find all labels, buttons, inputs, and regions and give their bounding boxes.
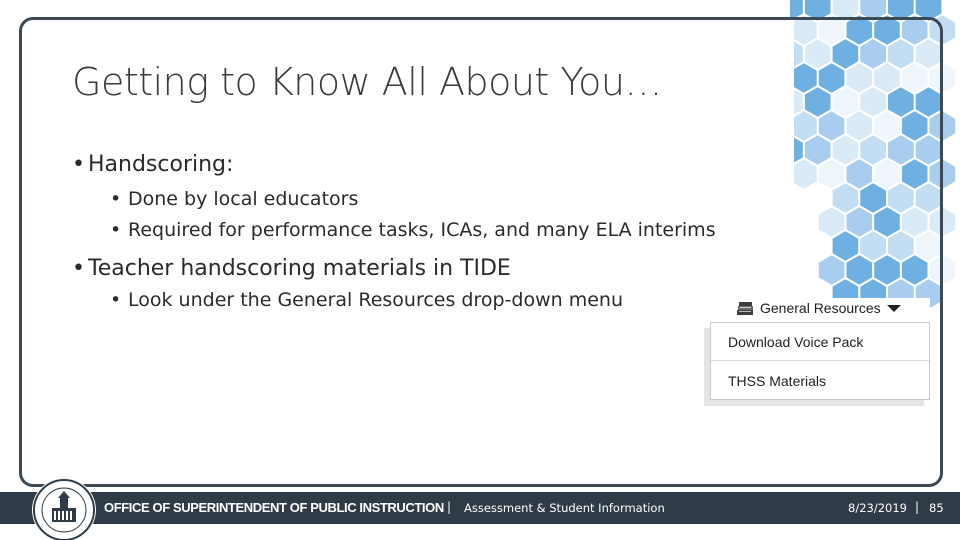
page-number: 85 (929, 501, 944, 515)
sub-bullet-general-resources: • Look under the General Resources drop-down menu (110, 289, 624, 311)
menu-item-thss-materials[interactable]: THSS Materials (728, 373, 827, 389)
bullet-teacher-materials: • Teacher handscoring materials in TIDE (72, 256, 511, 281)
books-icon (736, 300, 756, 316)
bullet-handscoring: • Handscoring: (72, 152, 234, 177)
menu-item-download-voice-pack[interactable]: Download Voice Pack (711, 323, 929, 361)
dropdown-panel (710, 322, 930, 400)
slide-title: Getting to Know All About You… (72, 60, 662, 104)
caret-down-icon (887, 305, 901, 312)
general-resources-dropdown[interactable] (736, 298, 930, 318)
footer-office-name: OFFICE OF SUPERINTENDENT OF PUBLIC INSTRUCTION (104, 500, 444, 515)
general-resources-label: General Resources (760, 300, 881, 316)
footer-separator: | (447, 500, 452, 514)
footer-date: 8/23/2019 (848, 501, 907, 515)
ospi-seal-icon (32, 478, 96, 540)
sub-bullet-required-for: • Required for performance tasks, ICAs, and many ELA interims (110, 219, 716, 241)
footer-separator-2: | (915, 500, 920, 514)
footer-department: Assessment & Student Information (464, 501, 665, 515)
general-resources-menu-screenshot (702, 292, 930, 404)
sub-bullet-local-educators: • Done by local educators (110, 188, 359, 210)
